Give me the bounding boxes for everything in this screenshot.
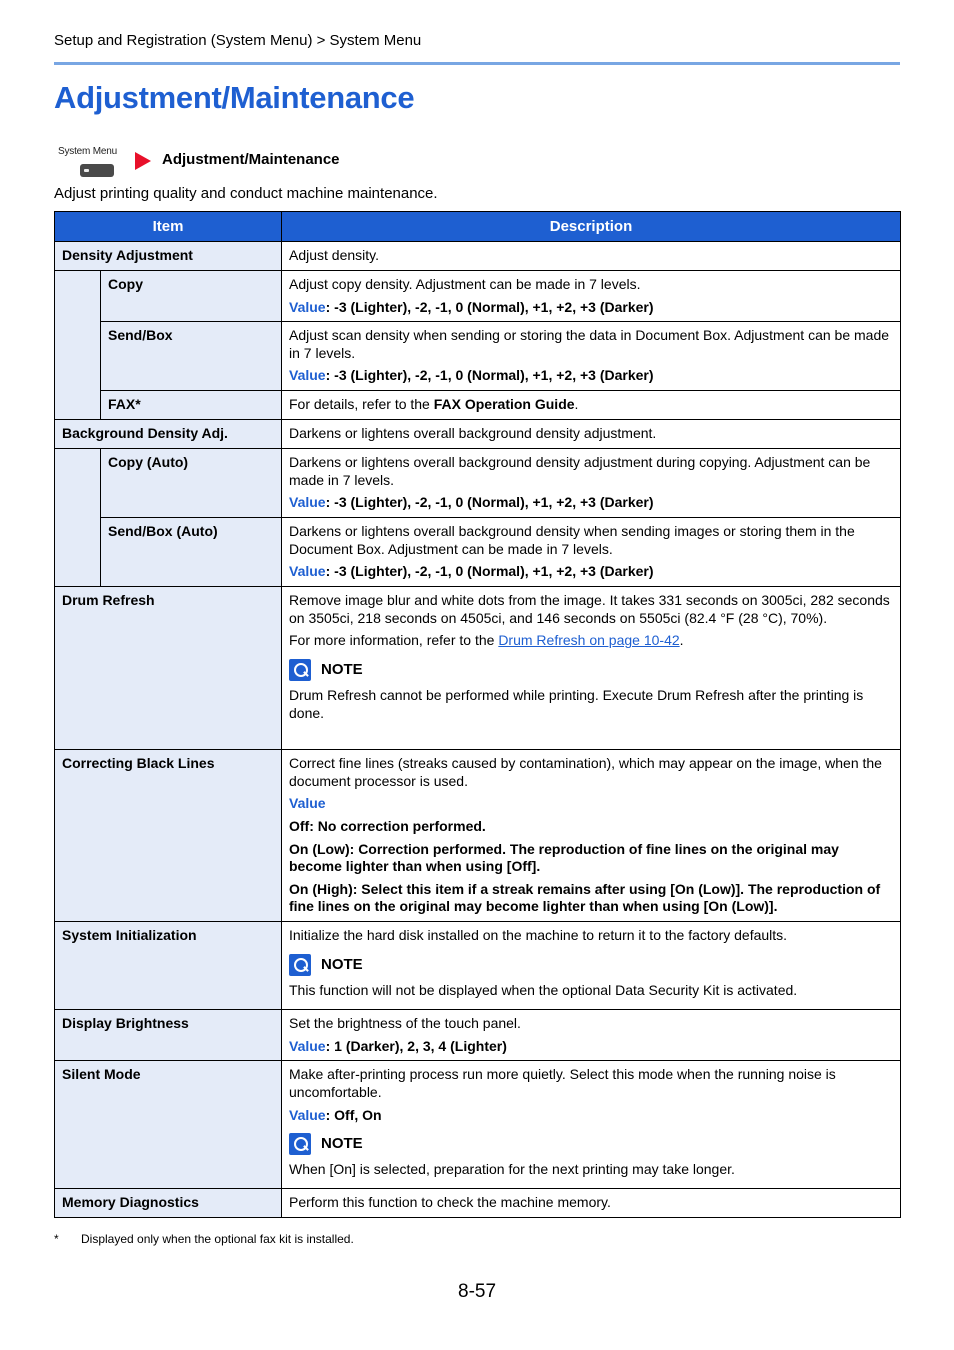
description-text: . xyxy=(574,396,579,413)
value-label: Value xyxy=(289,494,326,511)
table-row xyxy=(55,922,901,1010)
header-item: Item xyxy=(55,212,282,242)
description-text: Set the brightness of the touch panel. xyxy=(289,1015,521,1032)
note-heading xyxy=(289,1133,893,1155)
drum-refresh-link[interactable]: Drum Refresh on page 10-42 xyxy=(498,632,680,649)
note-text: Drum Refresh cannot be performed while printing. Execute Drum Refresh after the printing is done. xyxy=(289,686,864,721)
description: Darkens or lightens overall background density adjustment. xyxy=(282,420,901,449)
footnote-mark: * xyxy=(54,1232,59,1246)
note-heading xyxy=(289,954,893,976)
description-text: Correct fine lines (streaks caused by contamination), which may appear on the image, when the document processor is used. xyxy=(289,755,882,789)
value-line: Value: -3 (Lighter), -2, -1, 0 (Normal), +1, +2, +3 (Darker) xyxy=(289,367,654,384)
description xyxy=(282,391,901,420)
breadcrumb: Setup and Registration (System Menu) > System Menu xyxy=(54,32,422,49)
description xyxy=(282,1010,901,1061)
option-on-high: On (High): Select this item if a streak remains after using [On (Low)]. The reproduction of fine lines on the original may become lighter than when using [On (Low)]. xyxy=(289,880,881,915)
item-copy: Copy xyxy=(101,271,282,322)
item-fax: FAX* xyxy=(101,391,282,420)
table-row xyxy=(55,1010,901,1061)
reference-line: For more information, refer to the Drum Refresh on page 10-42. xyxy=(289,632,684,649)
description-text: Make after-printing process run more quietly. Select this mode when the running noise is uncomfortable. xyxy=(289,1066,836,1100)
guide-name: FAX Operation Guide xyxy=(433,396,575,413)
item-silent-mode: Silent Mode xyxy=(55,1061,282,1189)
table-row xyxy=(55,271,901,322)
description xyxy=(282,518,901,587)
value-label: Value xyxy=(289,795,326,812)
note-title: NOTE xyxy=(321,661,363,679)
description xyxy=(282,587,901,750)
description xyxy=(282,271,901,322)
item-drum-refresh: Drum Refresh xyxy=(55,587,282,750)
item-display-brightness: Display Brightness xyxy=(55,1010,282,1061)
description-text: Darkens or lightens overall background density adjustment during copying. Adjustment can be made in 7 levels. xyxy=(289,454,871,488)
page-number: 8-57 xyxy=(458,1281,497,1302)
description-text: Adjust scan density when sending or storing the data in Document Box. Adjustment can be made in 7 levels. xyxy=(289,327,890,361)
value-label: Value xyxy=(289,1037,326,1054)
value-line: Value: -3 (Lighter), -2, -1, 0 (Normal), +1, +2, +3 (Darker) xyxy=(289,563,654,580)
value-label: Value xyxy=(289,298,326,315)
item-memory-diagnostics: Memory Diagnostics xyxy=(55,1189,282,1218)
note-text: When [On] is selected, preparation for the next printing may take longer. xyxy=(289,1161,735,1178)
value-text: -3 (Lighter), -2, -1, 0 (Normal), +1, +2, +3 (Darker) xyxy=(334,298,654,315)
value-label: Value xyxy=(289,367,326,384)
value-line: Value: Off, On xyxy=(289,1106,382,1123)
item-density-adjustment: Density Adjustment xyxy=(55,242,282,271)
option-off: Off: No correction performed. xyxy=(289,817,486,834)
item-background-density: Background Density Adj. xyxy=(55,420,282,449)
value-text: -3 (Lighter), -2, -1, 0 (Normal), +1, +2, +3 (Darker) xyxy=(334,563,654,580)
header-rule xyxy=(54,62,900,65)
description xyxy=(282,449,901,518)
value-label: Value xyxy=(289,563,326,580)
description-text: Adjust copy density. Adjustment can be made in 7 levels. xyxy=(289,276,641,292)
system-menu-key-shape xyxy=(80,164,114,177)
footnote-text: Displayed only when the optional fax kit is installed. xyxy=(81,1232,354,1246)
value-line: Value: -3 (Lighter), -2, -1, 0 (Normal), +1, +2, +3 (Darker) xyxy=(289,494,654,511)
table-row xyxy=(55,750,901,922)
item-send-box-auto: Send/Box (Auto) xyxy=(101,518,282,587)
value-line: Value: 1 (Darker), 2, 3, 4 (Lighter) xyxy=(289,1037,507,1054)
item-send-box: Send/Box xyxy=(101,322,282,391)
note-title: NOTE xyxy=(321,955,363,973)
note-title: NOTE xyxy=(321,1135,363,1153)
description xyxy=(282,322,901,391)
note-icon xyxy=(289,659,311,681)
note-icon xyxy=(289,1133,311,1155)
table-row xyxy=(55,518,901,587)
value-line: Value: -3 (Lighter), -2, -1, 0 (Normal), +1, +2, +3 (Darker) xyxy=(289,298,654,315)
description-text: Remove image blur and white dots from the image. It takes 331 seconds on 3005ci, 282 seconds on 3505ci, 218 seconds on 4505ci, and 146 seconds on 5505ci (82.4 °F (28 °C), 70%). xyxy=(289,592,890,626)
footnote xyxy=(54,1232,354,1246)
value-text: -3 (Lighter), -2, -1, 0 (Normal), +1, +2, +3 (Darker) xyxy=(334,494,654,511)
nav-target: Adjustment/Maintenance xyxy=(162,151,340,168)
settings-table xyxy=(54,211,901,1218)
note-heading xyxy=(289,659,893,681)
description xyxy=(282,750,901,922)
table-row xyxy=(55,322,901,391)
table-row xyxy=(55,449,901,518)
table-row xyxy=(55,420,901,449)
intro-text: Adjust printing quality and conduct machine maintenance. xyxy=(54,185,438,202)
arrow-right-icon xyxy=(135,152,151,170)
page-title: Adjustment/Maintenance xyxy=(54,80,415,115)
item-correcting-black-lines: Correcting Black Lines xyxy=(55,750,282,922)
value-text: Off, On xyxy=(334,1106,382,1123)
description xyxy=(282,922,901,1010)
table-row xyxy=(55,587,901,750)
value-text: -3 (Lighter), -2, -1, 0 (Normal), +1, +2, +3 (Darker) xyxy=(334,367,654,384)
table-row xyxy=(55,391,901,420)
description-text: Initialize the hard disk installed on the machine to return it to the factory defaults. xyxy=(289,927,788,944)
table-row xyxy=(55,1189,901,1218)
indent-cell xyxy=(55,271,101,420)
system-menu-key-label: System Menu xyxy=(58,146,117,157)
item-copy-auto: Copy (Auto) xyxy=(101,449,282,518)
table-row xyxy=(55,242,901,271)
header-description: Description xyxy=(282,212,901,242)
table-header-row xyxy=(55,212,901,242)
description: Adjust density. xyxy=(282,242,901,271)
description: Perform this function to check the machine memory. xyxy=(282,1189,901,1218)
note-text: This function will not be displayed when the optional Data Security Kit is activated. xyxy=(289,981,798,998)
item-system-initialization: System Initialization xyxy=(55,922,282,1010)
description-text: Darkens or lightens overall background density when sending images or storing them in the Document Box. Adjustment can be made in 7 levels. xyxy=(289,523,855,557)
value-label: Value xyxy=(289,1106,326,1123)
table-row xyxy=(55,1061,901,1189)
note-icon xyxy=(289,954,311,976)
indent-cell xyxy=(55,449,101,587)
description xyxy=(282,1061,901,1189)
system-menu-key-icon xyxy=(58,146,130,180)
option-on-low: On (Low): Correction performed. The reproduction of fine lines on the original may become lighter than when using [Off]. xyxy=(289,840,839,875)
value-text: 1 (Darker), 2, 3, 4 (Lighter) xyxy=(334,1037,507,1054)
description-text: For details, refer to the xyxy=(289,396,434,413)
